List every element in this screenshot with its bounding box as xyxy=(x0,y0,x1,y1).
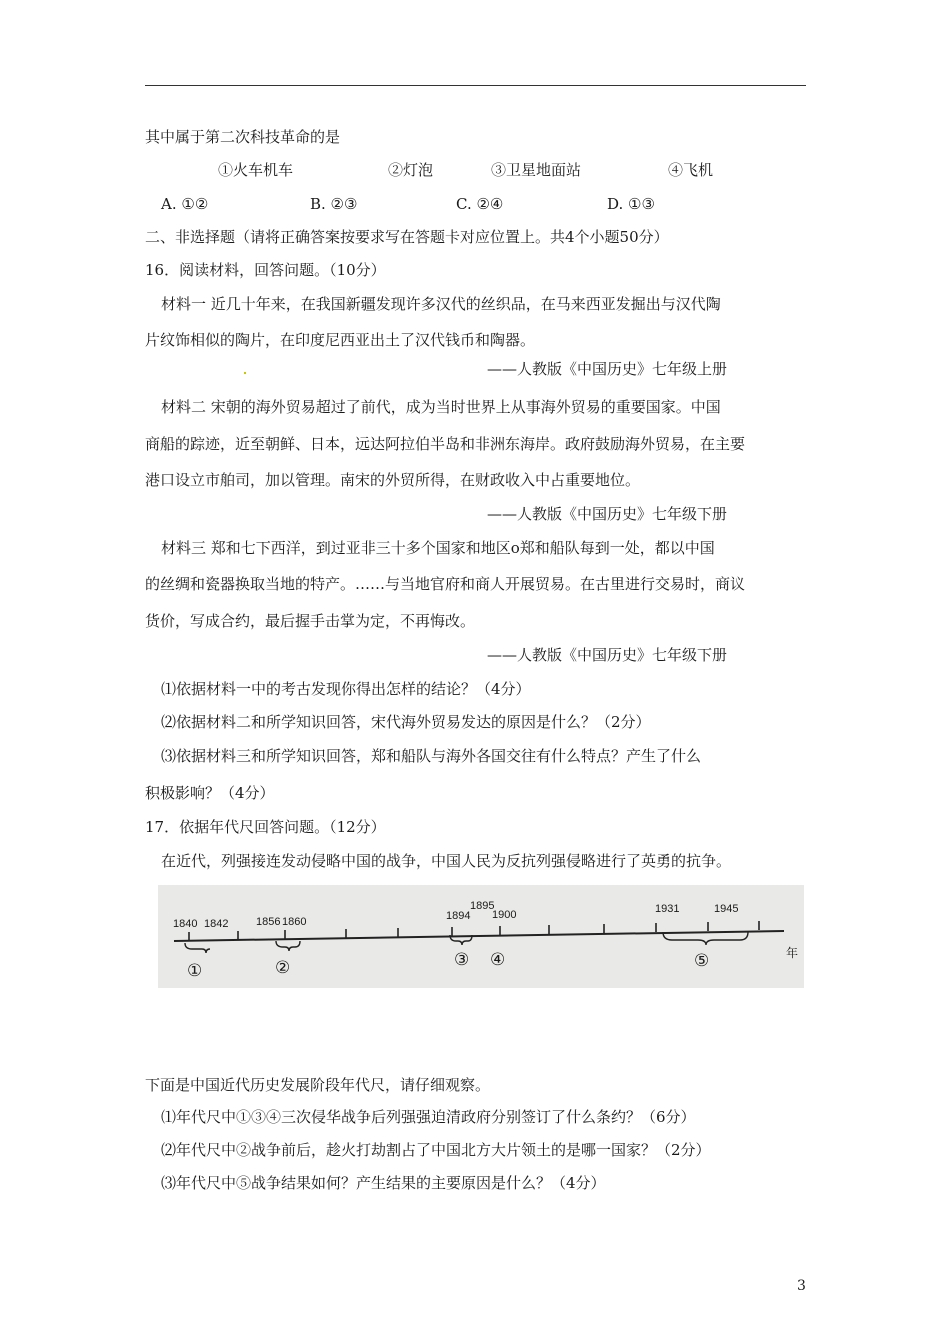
choice-b: B. ②③ xyxy=(310,195,358,213)
q16-sub-1: ⑴依据材料一中的考古发现你得出怎样的结论？（4分） xyxy=(161,680,531,698)
year-1840: 1840 xyxy=(173,918,198,930)
question-stem: 其中属于第二次科技革命的是 xyxy=(145,128,341,146)
year-1945: 1945 xyxy=(714,903,739,915)
q17-sub-3: ⑶年代尺中⑤战争结果如何？产生结果的主要原因是什么？（4分） xyxy=(161,1174,606,1192)
q16-sub-3-line-1: ⑶依据材料三和所学知识回答，郑和船队与海外各国交往有什么特点？产生了什么 xyxy=(161,747,702,765)
material-1-line-1: 材料一 近几十年来，在我国新疆发现许多汉代的丝织品，在马来西亚发掘出与汉代陶 xyxy=(161,295,721,313)
timeline-figure xyxy=(158,885,804,988)
year-1894: 1894 xyxy=(446,910,471,922)
material-3-line-3: 货价，写成合约，最后握手击掌为定，不再悔改。 xyxy=(145,612,476,630)
header-rule xyxy=(145,85,806,86)
q17-observe: 下面是中国近代历史发展阶段年代尺，请仔细观察。 xyxy=(145,1076,491,1094)
material-2-line-2: 商船的踪迹，近至朝鲜、日本，远达阿拉伯半岛和非洲东海岸。政府鼓励海外贸易，在主要 xyxy=(145,435,746,453)
timeline-markers xyxy=(187,950,709,980)
year-1895: 1895 xyxy=(470,900,495,912)
material-2-line-1: 材料二 宋朝的海外贸易超过了前代，成为当时世界上从事海外贸易的重要国家。中国 xyxy=(161,398,721,416)
print-speck xyxy=(244,372,246,374)
material-1-line-2: 片纹饰相似的陶片，在印度尼西亚出土了汉代钱币和陶器。 xyxy=(145,331,536,349)
year-1856: 1856 xyxy=(256,916,281,928)
item-4: ④飞机 xyxy=(668,161,714,179)
material-1-source: ——人教版《中国历史》七年级上册 xyxy=(487,360,728,378)
material-3-line-1: 材料三 郑和七下西洋，到过亚非三十多个国家和地区ο郑和船队每到一处，都以中国 xyxy=(161,539,715,557)
timeline-svg xyxy=(158,885,804,988)
timeline-unit: 年 xyxy=(786,946,799,960)
choice-c: C. ②④ xyxy=(456,195,504,213)
material-2-source: ——人教版《中国历史》七年级下册 xyxy=(487,505,728,523)
choice-a: A. ①② xyxy=(161,195,209,213)
q16-title: 16．阅读材料，回答问题。（10分） xyxy=(145,261,386,279)
item-1: ①火车机车 xyxy=(218,161,294,179)
brace-5 xyxy=(663,932,748,945)
marker-2: ② xyxy=(275,958,291,977)
q17-title: 17．依据年代尺回答问题。（12分） xyxy=(145,818,386,836)
marker-4: ④ xyxy=(490,950,506,969)
brace-2 xyxy=(276,941,300,951)
brace-1 xyxy=(185,943,210,953)
q16-sub-3-line-2: 积极影响？（4分） xyxy=(145,784,275,802)
timeline-year-labels xyxy=(173,900,738,930)
section-heading: 二、非选择题（请将正确答案按要求写在答题卡对应位置上。共4个小题50分） xyxy=(145,228,669,246)
material-3-source: ——人教版《中国历史》七年级下册 xyxy=(487,646,728,664)
page-number: 3 xyxy=(797,1278,806,1294)
marker-5: ⑤ xyxy=(694,951,710,970)
year-1900: 1900 xyxy=(492,909,517,921)
year-1842: 1842 xyxy=(204,918,229,930)
year-1931: 1931 xyxy=(655,903,680,915)
year-1860: 1860 xyxy=(282,916,307,928)
q17-intro: 在近代，列强接连发动侵略中国的战争，中国人民为反抗列强侵略进行了英勇的抗争。 xyxy=(161,852,732,870)
choice-d: D. ①③ xyxy=(607,195,655,213)
marker-1: ① xyxy=(187,961,203,980)
material-2-line-3: 港口设立市舶司，加以管理。南宋的外贸所得，在财政收入中占重要地位。 xyxy=(145,471,641,489)
marker-3: ③ xyxy=(454,950,470,969)
material-3-line-2: 的丝绸和瓷器换取当地的特产。……与当地官府和商人开展贸易。在古里进行交易时，商议 xyxy=(145,575,746,593)
q17-sub-2: ⑵年代尺中②战争前后，趁火打劫割占了中国北方大片领土的是哪一国家？（2分） xyxy=(161,1141,711,1159)
q17-sub-1: ⑴年代尺中①③④三次侵华战争后列强强迫清政府分别签订了什么条约？（6分） xyxy=(161,1108,696,1126)
item-3: ③卫星地面站 xyxy=(491,161,582,179)
item-2: ②灯泡 xyxy=(388,161,434,179)
q16-sub-2: ⑵依据材料二和所学知识回答，宋代海外贸易发达的原因是什么？（2分） xyxy=(161,713,651,731)
